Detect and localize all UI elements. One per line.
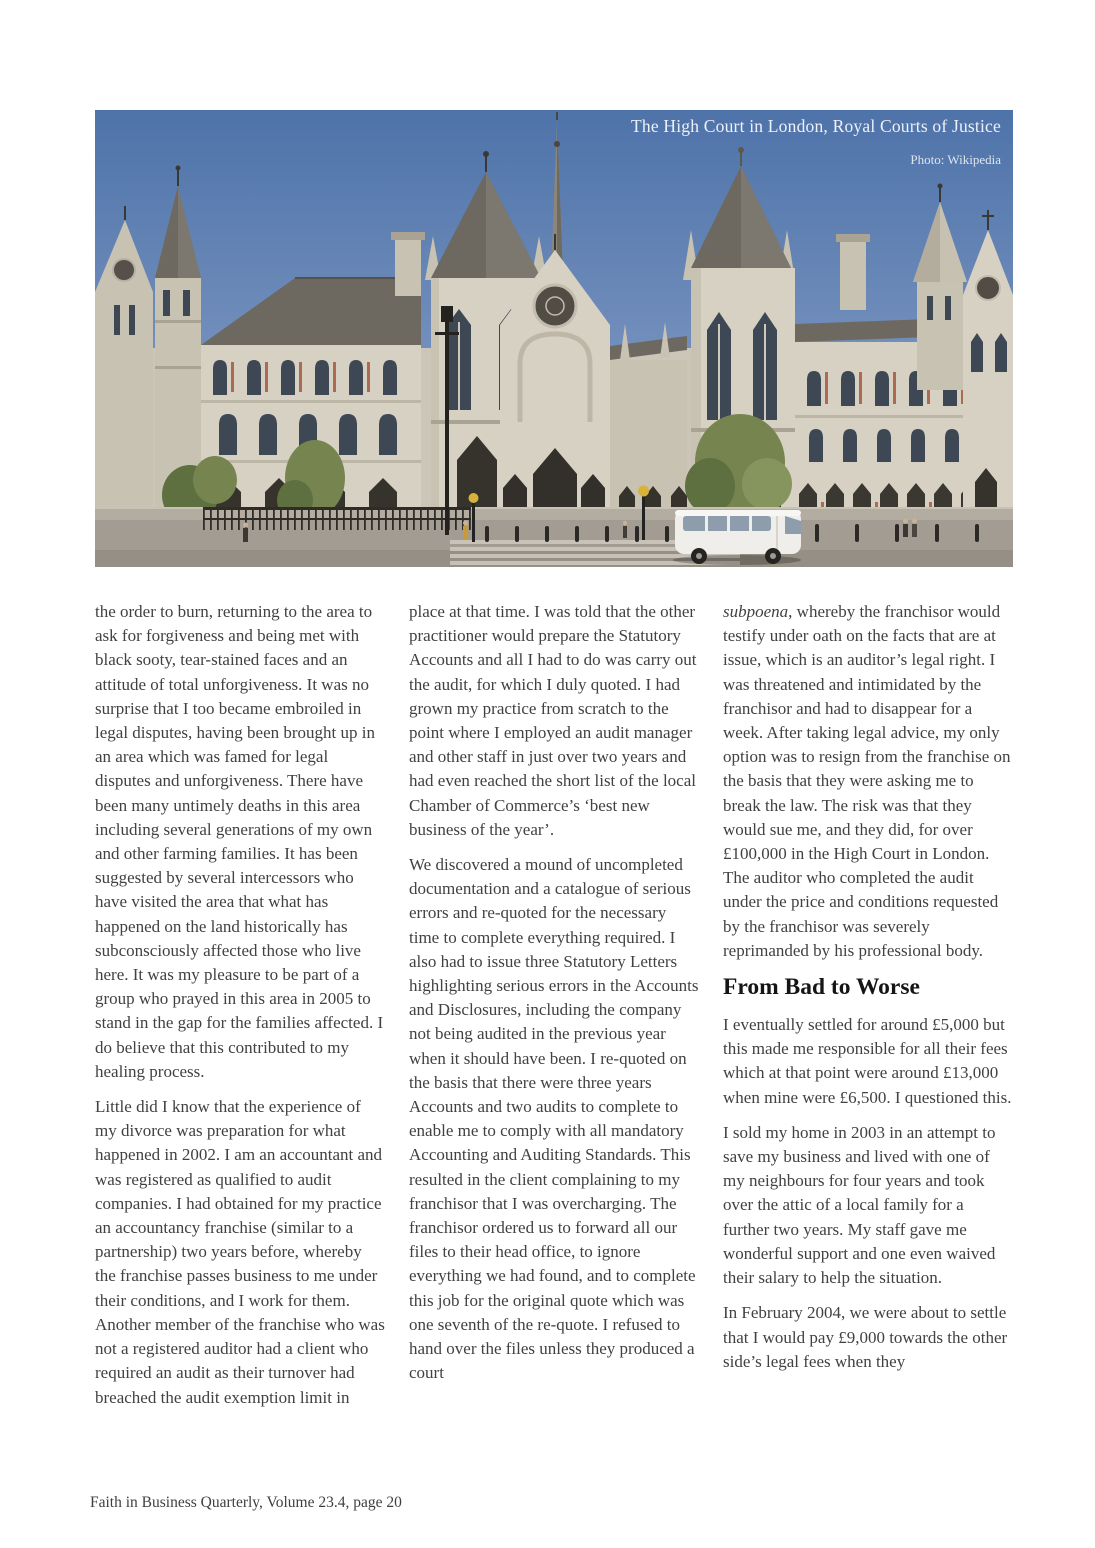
paragraph: place at that time. I was told that the other practitioner would prepare the Statutory Accounts and all I had to do was carry out the audit, for which I duly quoted. I had grown my practice from scratch to the point where I employed an audit manager and other staff in just over two years and had even reached the short list of the local Chamber of Commerce’s ‘best new business of the year’. — [409, 602, 697, 839]
photo-credit: Photo: Wikipedia — [910, 152, 1001, 167]
photo-caption-block — [631, 115, 1001, 168]
column-2 — [409, 600, 699, 1421]
paragraph: the order to burn, returning to the area to ask for forgiveness and being met with black sooty, tear-stained faces and an attitude of total unforgiveness. It was no surprise that I too became embroiled in legal disputes, having been brought up in an area which was famed for legal disputes and unforgiveness. There have been many untimely deaths in this area including several generations of my own and other farming families. It has been suggested by several intercessors who have visited the area that what has happened on the land historically has subconsciously affected those who live here. It was my pleasure to be part of a group who prayed in this area in 2005 to stand in the gap for the families affected. I do believe that this contributed to my healing process. — [95, 602, 384, 1081]
paragraph: We discovered a mound of uncompleted documentation and a catalogue of serious errors and re-quoted for the necessary time to complete everything required. I also had to issue three Statutory Letters highlighting serious errors in the Accounts and Disclosures, including the company not being audited in the previous year when it should have been. I re-quoted on the basis that there were three years Accounts and two audits to complete to enable me to comply with all mandatory Accounting and Auditing Standards. This resulted in the client complaining to my franchisor that I was overcharging. The franchisor ordered us to forward all our files to their head office, to ignore everything we had found, and to complete this job for the original quote which was one seventh of the re-quote. I refused to hand over the files unless they produced a court — [409, 855, 699, 1383]
italic-term: subpoena — [723, 602, 789, 621]
paragraph — [723, 600, 1013, 963]
paragraph: In February 2004, we were about to settle that I would pay £9,000 towards the other side’s legal fees when they — [723, 1303, 1008, 1371]
courthouse-illustration — [95, 110, 1013, 567]
photo-caption: The High Court in London, Royal Courts of Justice — [631, 116, 1001, 136]
paragraph: I sold my home in 2003 in an attempt to save my business and lived with one of my neighbours for four years and took over the attic of a local family for a further two years. My staff gave me wonderful support and one even waived their salary to help the situation. — [723, 1122, 996, 1288]
article-body — [95, 600, 1013, 1421]
courthouse-photo — [95, 110, 1013, 567]
paragraph: Little did I know that the experience of my divorce was preparation for what happened in 2002. I am an accountant and was registered as qualified to audit companies. I had obtained for my practice an accountancy franchise (similar to a partnership) two years before, whereby the franchise passes business to me under their conditions, and I work for them. Another member of the franchise who was not a registered auditor had a client who required an audit as their turnover had breached the audit exemption limit in — [95, 1097, 385, 1407]
section-heading: From Bad to Worse — [723, 974, 920, 1001]
paragraph-text: , whereby the franchisor would testify under oath on the facts that are at issue, which is an auditor’s legal right. I was threatened and intimidated by the franchisor and had to disappear for a week. After taking legal advice, my only option was to resign from the franchise on the basis that they were asking me to break the law. The risk was that they would sue me, and they did, for over £100,000 in the High Court in London. The auditor who completed the audit under the price and conditions requested by the franchisor was severely reprimanded by his professional body. — [723, 602, 1011, 960]
paragraph: I eventually settled for around £5,000 but this made me responsible for all their fees which at that point were around £13,000 when mine were £6,500. I questioned this. — [723, 1015, 1012, 1107]
column-3 — [723, 600, 1013, 1421]
page-footer: Faith in Business Quarterly, Volume 23.4, page 20 — [90, 1494, 402, 1511]
column-1 — [95, 600, 385, 1421]
